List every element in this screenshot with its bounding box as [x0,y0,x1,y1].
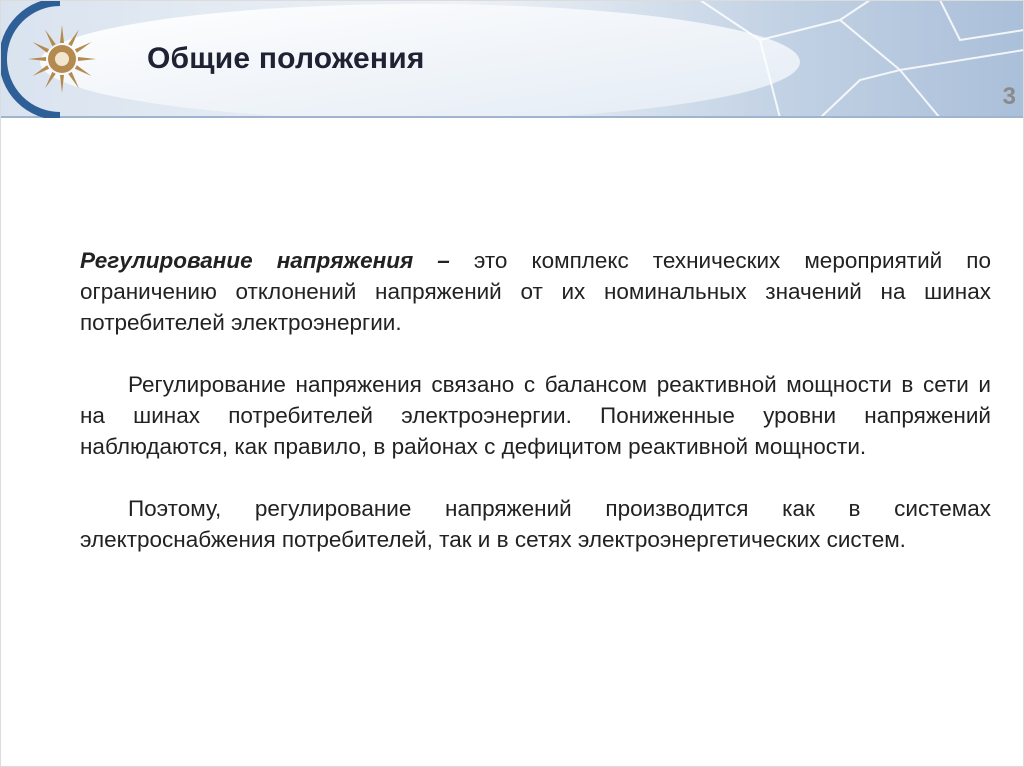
company-logo-icon [0,0,112,118]
definition-paragraph [80,245,991,338]
page-number: 3 [1002,83,1016,110]
definition-text: это комплекс технических мероприятий по ограничению отклонений напряжений от их номинальных значений на шинах потребителей электроэнергии. [80,248,992,335]
slide-title: Общие положения [147,42,425,75]
definition-term: Регулирование напряжения – [80,248,450,273]
slide-content [80,245,991,555]
body-paragraph-3: Поэтому, регулирование напряжений производится как в системах электроснабжения потребителей, так и в сетях электроэнергетических систем. [80,496,991,552]
slide-header [0,0,1024,118]
body-paragraph-2: Регулирование напряжения связано с балансом реактивной мощности в сети и на шинах потребителей электроэнергии. Пониженные уровни напряжений наблюдаются, как правило, в районах с дефицитом реактивной мощности. [80,372,991,459]
